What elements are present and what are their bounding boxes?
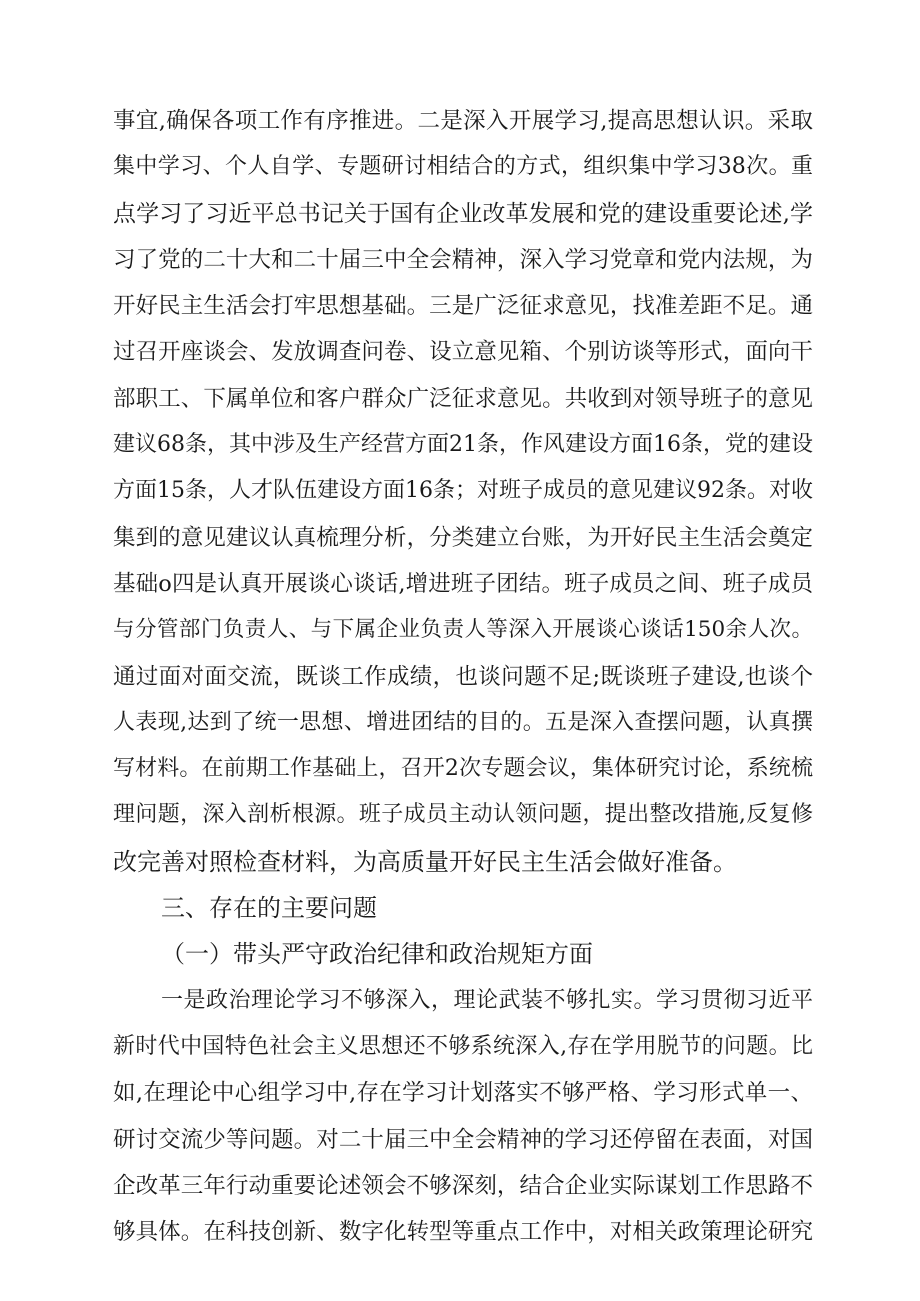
text-line: 基础o四是认真开展谈心谈话,增进班子团结。班子成员之间、班子成员: [113, 570, 813, 597]
text-line: 点学习了习近平总书记关于国有企业改革发展和党的建设重要论述,学: [113, 200, 813, 227]
text-line: 事宜,确保各项工作有序推进。二是深入开展学习,提高思想认识。采取: [113, 108, 813, 134]
text-line: 改完善对照检查材料，为高质量开好民主生活会做好准备。: [113, 847, 737, 876]
text-line: 企改革三年行动重要论述领会不够深刻，结合企业实际谋划工作思路不: [113, 1172, 813, 1199]
paragraph-preparation: [113, 98, 813, 885]
text-line: 方面15条，人才队伍建设方面16条；对班子成员的意见建议92条。对收: [113, 478, 813, 504]
document-body: [113, 98, 813, 1255]
text-line: 与分管部门负责人、与下属企业负责人等深入开展谈心谈话150余人次。: [113, 617, 813, 643]
text-line: 过召开座谈会、发放调查问卷、设立意见箱、个别访谈等形式，面向干: [113, 339, 813, 366]
text-line: 习了党的二十大和二十届三中全会精神，深入学习党章和党内法规，为: [113, 246, 813, 273]
text-line: 理问题，深入剖析根源。班子成员主动认领问题，提出整改措施,反复修: [113, 802, 813, 828]
text-line: 一是政治理论学习不够深入，理论武装不够扎实。学习贯彻习近平: [161, 987, 813, 1013]
section-heading: 三、存在的主要问题: [161, 894, 377, 923]
text-line: 集中学习、个人自学、专题研讨相结合的方式，组织集中学习38次。重: [113, 154, 813, 180]
text-line: 开好民主生活会打牢思想基础。三是广泛征求意见，找准差距不足。通: [113, 293, 813, 320]
text-line: 人表现,达到了统一思想、增进团结的目的。五是深入查摆问题，认真撰: [113, 709, 813, 735]
text-line: 新时代中国特色社会主义思想还不够系统深入,存在学用脱节的问题。比: [113, 1033, 813, 1059]
text-line: 通过面对面交流，既谈工作成绩，也谈问题不足;既谈班子建设,也谈个: [113, 663, 813, 690]
text-line: 建议68条，其中涉及生产经营方面21条，作风建设方面16条，党的建设: [113, 432, 813, 458]
text-line: 研讨交流少等问题。对二十届三中全会精神的学习还停留在表面，对国: [113, 1126, 813, 1153]
paragraph-problems: [113, 978, 813, 1256]
text-line: 部职工、下属单位和客户群众广泛征求意见。共收到对领导班子的意见: [113, 385, 813, 412]
text-line: 如,在理论中心组学习中,存在学习计划落实不够严格、学习形式单一、: [113, 1080, 813, 1107]
text-line: 写材料。在前期工作基础上，召开2次专题会议，集体研究讨论，系统梳: [113, 756, 813, 782]
text-line: 够具体。在科技创新、数字化转型等重点工作中，对相关政策理论研究: [113, 1219, 813, 1246]
text-line: 集到的意见建议认真梳理分析，分类建立台账，为开好民主生活会奠定: [113, 524, 813, 551]
subsection-heading: （一）带头严守政治纪律和政治规矩方面: [161, 940, 593, 969]
